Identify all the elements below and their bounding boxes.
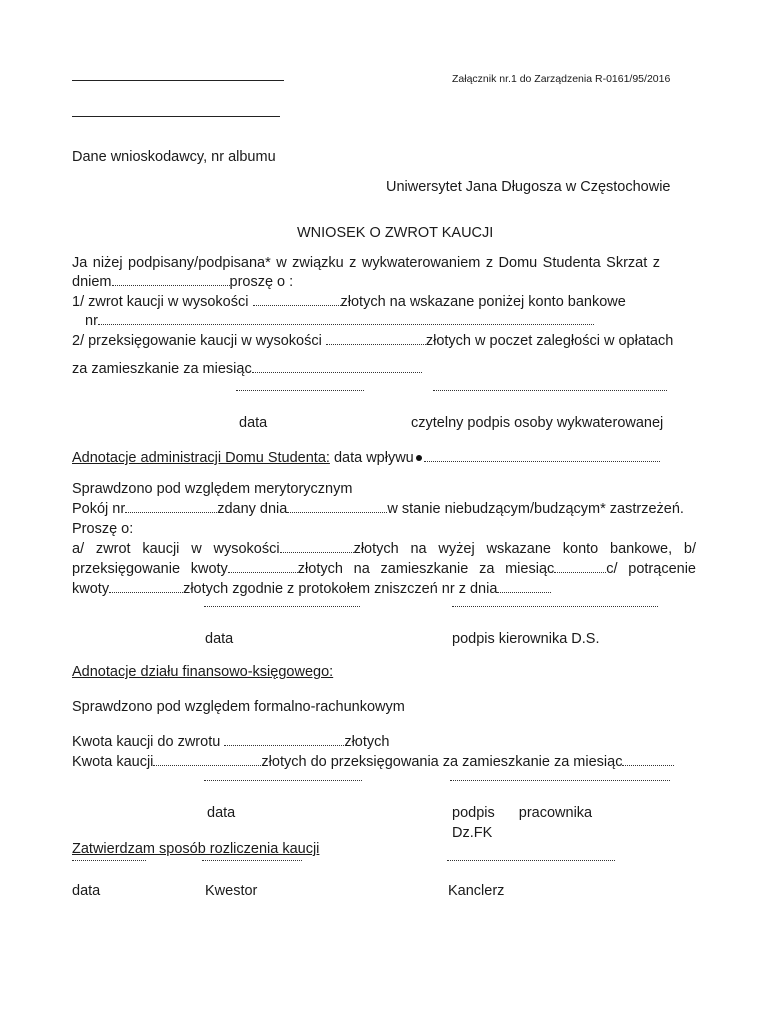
checked-merit-label: Sprawdzono pod względem merytorycznym bbox=[72, 481, 353, 497]
finance-refund-line bbox=[72, 733, 389, 751]
university-name: Uniwersytet Jana Długosza w Częstochowie bbox=[386, 179, 671, 195]
finance-date-field[interactable] bbox=[204, 780, 362, 781]
room-nr-label: Pokój nr bbox=[72, 501, 126, 517]
handed-over-date-field[interactable] bbox=[287, 500, 387, 513]
bank-account-field[interactable] bbox=[98, 312, 594, 325]
deduction-amount-field[interactable] bbox=[109, 580, 183, 593]
line-c-label: c/ potrącenie bbox=[606, 561, 696, 577]
intro-date-line bbox=[72, 273, 293, 291]
finance-transfer-field[interactable] bbox=[153, 753, 261, 766]
signature-word: podpis bbox=[452, 805, 495, 821]
admin-signature-field[interactable] bbox=[452, 606, 658, 607]
option-2-line bbox=[72, 332, 673, 350]
applicant-line-1[interactable] bbox=[72, 80, 284, 81]
approval-date-label: data bbox=[72, 883, 101, 899]
intro-line: Ja niżej podpisany/podpisana* w związku z wykwaterowaniem z Domu Studenta Skrzat z bbox=[72, 255, 660, 271]
option-2-month-line bbox=[72, 360, 422, 378]
bullet-icon bbox=[416, 455, 422, 461]
dniem-label: dniem bbox=[72, 274, 112, 290]
admin-line-c bbox=[72, 580, 551, 598]
admin-request-label: Proszę o: bbox=[72, 521, 134, 537]
month-field[interactable] bbox=[252, 360, 422, 373]
line-a-suffix: złotych na wyżej wskazane konto bankowe, b/ bbox=[353, 541, 696, 557]
prosze-label: proszę o : bbox=[229, 274, 294, 290]
option-2-suffix: złotych w poczet zaległości w opłatach bbox=[425, 333, 674, 349]
chancellor-label: Kanclerz bbox=[448, 883, 505, 899]
line-a-label: a/ zwrot kaucji w wysokości bbox=[72, 541, 280, 557]
checked-formal-label: Sprawdzono pod względem formalno-rachunkowym bbox=[72, 699, 405, 715]
option-2-label: 2/ przeksięgowanie kaucji w wysokości bbox=[72, 333, 322, 349]
bank-account-line bbox=[85, 312, 594, 330]
account-nr-label: nr bbox=[85, 313, 98, 329]
form-title: WNIOSEK O ZWROT KAUCJI bbox=[297, 225, 494, 241]
refund-unit-label: złotych bbox=[344, 734, 390, 750]
admin-date-label: data bbox=[205, 631, 234, 647]
deduction-suffix: złotych zgodnie z protokołem zniszczeń nr z dnia bbox=[183, 581, 498, 597]
transfer-amount-label: Kwota kaucji bbox=[72, 754, 154, 770]
refund-amount-field[interactable] bbox=[253, 293, 341, 306]
employee-word: pracownika bbox=[518, 805, 593, 821]
finance-signature-field[interactable] bbox=[450, 780, 670, 781]
option-1-line bbox=[72, 293, 626, 311]
applicant-line-2[interactable] bbox=[72, 116, 280, 117]
admin-transfer-field[interactable] bbox=[228, 560, 298, 573]
transfer-rest-label: złotych do przeksięgowania za zamieszkanie za miesiąc bbox=[261, 754, 623, 770]
finance-refund-field[interactable] bbox=[224, 733, 344, 746]
approval-date-field[interactable] bbox=[72, 860, 146, 861]
refund-amount-label: Kwota kaucji do zwrotu bbox=[72, 734, 221, 750]
finance-month-field[interactable] bbox=[622, 753, 674, 766]
request-date-label: data bbox=[239, 415, 268, 431]
admin-line-a bbox=[72, 540, 696, 558]
chancellor-signature-field[interactable] bbox=[447, 860, 615, 861]
room-nr-field[interactable] bbox=[125, 500, 217, 513]
treasurer-label: Kwestor bbox=[205, 883, 258, 899]
move-out-date-field[interactable] bbox=[112, 273, 230, 286]
admin-refund-field[interactable] bbox=[280, 540, 354, 553]
room-line bbox=[72, 500, 684, 518]
applicant-data-label: Dane wnioskodawcy, nr albumu bbox=[72, 149, 276, 165]
finance-date-label: data bbox=[207, 805, 236, 821]
admin-heading-line bbox=[72, 449, 660, 467]
request-signature-label: czytelny podpis osoby wykwaterowanej bbox=[411, 415, 664, 431]
admin-line-b bbox=[72, 560, 696, 578]
transfer-amount-field[interactable] bbox=[326, 332, 426, 345]
finance-signature-label bbox=[452, 804, 592, 822]
finance-heading: Adnotacje działu finansowo-księgowego: bbox=[72, 664, 334, 680]
option-1-label: 1/ zwrot kaucji w wysokości bbox=[72, 294, 249, 310]
date-received-field[interactable] bbox=[424, 449, 660, 462]
handed-over-label: zdany dnia bbox=[217, 501, 288, 517]
attachment-reference: Załącznik nr.1 do Zarządzenia R-0161/95/2016 bbox=[452, 73, 671, 85]
line-b-suffix: złotych na zamieszkanie za miesiąc bbox=[297, 561, 555, 577]
option-1-suffix: złotych na wskazane poniżej konto bankowe bbox=[340, 294, 626, 310]
treasurer-signature-field[interactable] bbox=[202, 860, 302, 861]
date-received-label: data wpływu bbox=[333, 450, 414, 466]
line-b-label: przeksięgowanie kwoty bbox=[72, 561, 228, 577]
approval-heading: Zatwierdzam sposób rozliczenia kaucji bbox=[72, 841, 320, 857]
admin-signature-label: podpis kierownika D.S. bbox=[452, 631, 600, 647]
admin-heading: Adnotacje administracji Domu Studenta: bbox=[72, 450, 330, 466]
request-date-field[interactable] bbox=[236, 390, 364, 391]
request-signature-field[interactable] bbox=[433, 390, 667, 391]
month-label: za zamieszkanie za miesiąc bbox=[72, 361, 252, 377]
finance-dept-label: Dz.FK bbox=[452, 825, 493, 841]
protocol-date-field[interactable] bbox=[497, 580, 551, 593]
condition-label: w stanie niebudzącym/budzącym* zastrzeżeń. bbox=[387, 501, 684, 517]
finance-transfer-line bbox=[72, 753, 674, 771]
admin-month-field[interactable] bbox=[554, 560, 606, 573]
admin-date-field[interactable] bbox=[204, 606, 360, 607]
deduction-label: kwoty bbox=[72, 581, 110, 597]
